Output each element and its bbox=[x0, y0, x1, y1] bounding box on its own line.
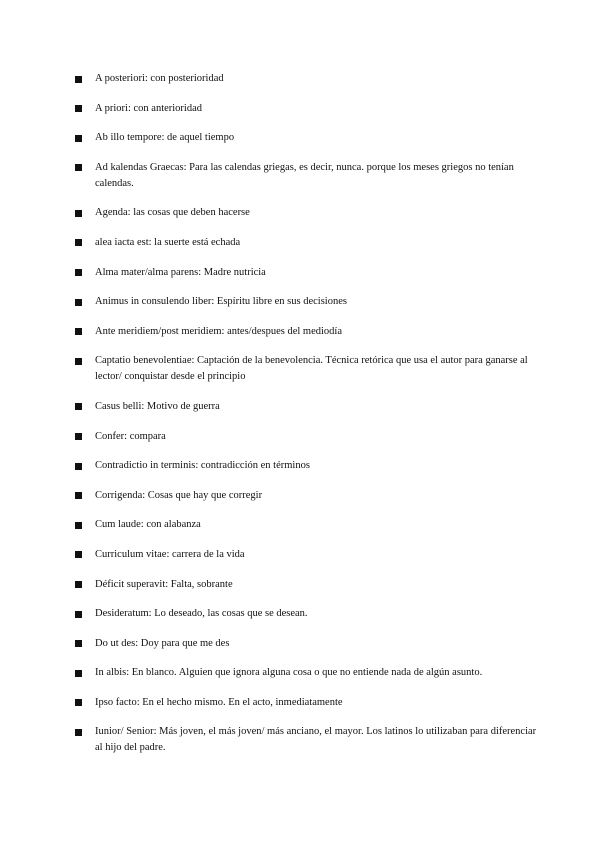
list-item-text: Ab illo tempore: de aquel tiempo bbox=[95, 132, 235, 144]
bullet-square-icon bbox=[75, 105, 82, 112]
bullet-square-icon bbox=[75, 403, 82, 410]
bullet-square-icon bbox=[75, 164, 82, 171]
list-item-text: Alma mater/alma parens: Madre nutricia bbox=[95, 266, 266, 278]
bullet-square-icon bbox=[75, 492, 82, 499]
list-item-text: Ad kalendas Graecas: Para las calendas griegas, es decir, nunca. porque los meses griegos no tenían calendas. bbox=[95, 161, 514, 189]
list-item-text: A posteriori: con posterioridad bbox=[95, 73, 224, 84]
list-item bbox=[73, 606, 543, 622]
list-item bbox=[73, 517, 543, 533]
list-item-text: Captatio benevolentiae: Captación de la benevolencia. Técnica retórica que usa el autor para ganarse al lector/ conquistar desde el principio bbox=[95, 355, 528, 383]
bullet-square-icon bbox=[75, 729, 82, 736]
bullet-square-icon bbox=[75, 611, 82, 618]
list-item-text: Déficit superavit: Falta, sobrante bbox=[95, 578, 233, 590]
bullet-square-icon bbox=[75, 328, 82, 335]
list-item-text: Contradictio in terminis: contradicción en términos bbox=[95, 460, 310, 472]
bullet-square-icon bbox=[75, 463, 82, 470]
list-item bbox=[73, 399, 543, 415]
list-item bbox=[73, 235, 543, 251]
list-item bbox=[73, 130, 543, 146]
bullet-square-icon bbox=[75, 581, 82, 588]
list-item-text: alea iacta est: la suerte está echada bbox=[95, 236, 241, 248]
latin-expressions-list bbox=[73, 71, 543, 770]
list-item-text: In albis: En blanco. Alguien que ignora alguna cosa o que no entiende nada de algún asunto. bbox=[95, 667, 483, 679]
bullet-square-icon bbox=[75, 358, 82, 365]
list-item bbox=[73, 458, 543, 474]
bullet-square-icon bbox=[75, 299, 82, 306]
list-item bbox=[73, 205, 543, 221]
list-item-text: Casus belli: Motivo de guerra bbox=[95, 400, 220, 412]
bullet-square-icon bbox=[75, 699, 82, 706]
list-item bbox=[73, 265, 543, 281]
bullet-square-icon bbox=[75, 76, 82, 83]
list-item bbox=[73, 160, 543, 192]
list-item bbox=[73, 547, 543, 563]
list-item bbox=[73, 324, 543, 340]
bullet-square-icon bbox=[75, 640, 82, 647]
list-item-text: Curriculum vitae: carrera de la vida bbox=[95, 548, 245, 560]
list-item bbox=[73, 724, 543, 756]
list-item bbox=[73, 294, 543, 310]
list-item-text: Do ut des: Doy para que me des bbox=[95, 637, 230, 649]
list-item bbox=[73, 353, 543, 385]
bullet-square-icon bbox=[75, 239, 82, 246]
list-item-text: Confer: compara bbox=[95, 430, 166, 442]
list-item bbox=[73, 695, 543, 711]
list-item-text: Ante meridiem/post meridiem: antes/despues del mediodía bbox=[95, 325, 342, 337]
list-item bbox=[73, 488, 543, 504]
bullet-square-icon bbox=[75, 269, 82, 276]
list-item-text: Corrigenda: Cosas que hay que corregir bbox=[95, 489, 263, 501]
list-item bbox=[73, 665, 543, 681]
bullet-square-icon bbox=[75, 210, 82, 217]
list-item bbox=[73, 429, 543, 445]
list-item bbox=[73, 71, 543, 87]
list-item bbox=[73, 577, 543, 593]
list-item-text: Ipso facto: En el hecho mismo. En el acto, inmediatamente bbox=[95, 696, 343, 708]
list-item-text: Iunior/ Senior: Más joven, el más joven/ más anciano, el mayor. Los latinos lo utilizaban para diferenciar al hijo del padre. bbox=[95, 726, 537, 754]
bullet-square-icon bbox=[75, 135, 82, 142]
list-item-text: A priori: con anterioridad bbox=[95, 102, 203, 114]
bullet-square-icon bbox=[75, 433, 82, 440]
bullet-square-icon bbox=[75, 522, 82, 529]
list-item-text: Agenda: las cosas que deben hacerse bbox=[95, 207, 250, 219]
list-item bbox=[73, 636, 543, 652]
list-item bbox=[73, 101, 543, 117]
bullet-square-icon bbox=[75, 670, 82, 677]
bullet-square-icon bbox=[75, 551, 82, 558]
list-item-text: Animus in consulendo liber: Espíritu libre en sus decisiones bbox=[95, 296, 347, 308]
list-item-text: Cum laude: con alabanza bbox=[95, 519, 201, 531]
list-item-text: Desideratum: Lo deseado, las cosas que se desean. bbox=[95, 608, 308, 620]
